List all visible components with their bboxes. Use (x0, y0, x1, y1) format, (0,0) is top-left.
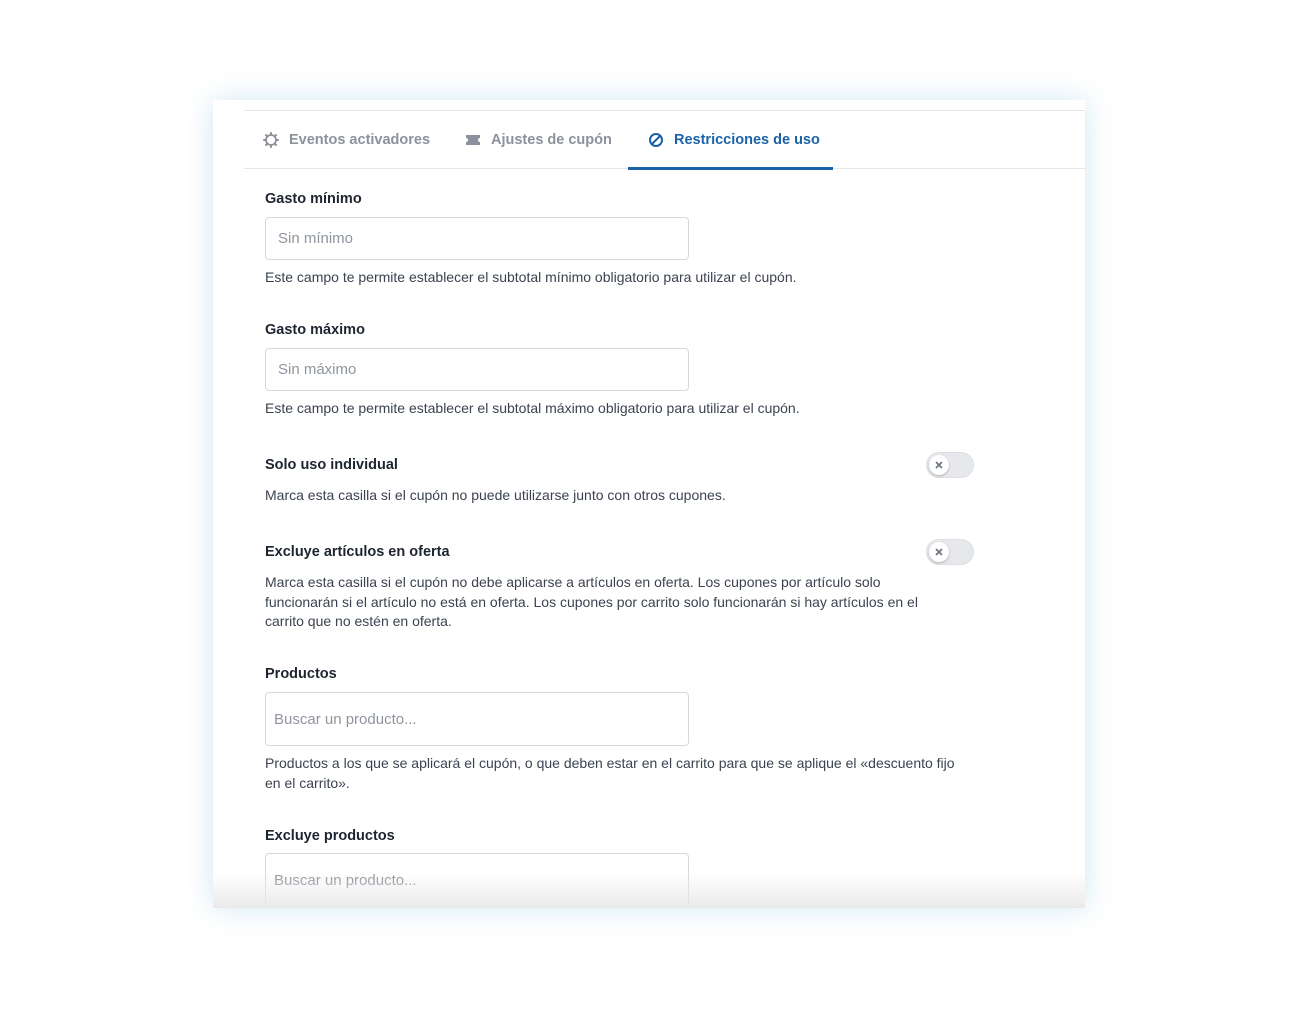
close-icon (934, 547, 944, 557)
min-spend-input[interactable] (265, 217, 689, 260)
toggle-knob (929, 542, 949, 562)
exclude-sale-label: Excluye artículos en oferta (265, 544, 450, 560)
max-spend-input[interactable] (265, 348, 689, 391)
tab-label: Restricciones de uso (674, 131, 820, 148)
min-spend-help: Este campo te permite establecer el subtotal mínimo obligatorio para utilizar el cupón. (265, 269, 797, 285)
ticket-icon (465, 132, 481, 148)
ban-icon (648, 132, 664, 148)
close-icon (934, 460, 944, 470)
toggle-knob (929, 455, 949, 475)
max-spend-help: Este campo te permite establecer el subtotal máximo obligatorio para utilizar el cupón. (265, 400, 800, 416)
gear-icon (263, 132, 279, 148)
tab-coupon-settings[interactable] (465, 111, 612, 168)
exclude-products-label: Excluye productos (265, 828, 395, 844)
max-spend-label: Gasto máximo (265, 322, 365, 338)
usage-restrictions-panel (213, 100, 1085, 908)
individual-use-label: Solo uso individual (265, 457, 398, 473)
products-search-input[interactable] (265, 692, 689, 746)
individual-use-toggle[interactable] (926, 452, 974, 478)
tab-usage-restrictions[interactable] (628, 111, 833, 168)
exclude-products-search-input[interactable] (265, 853, 689, 907)
exclude-sale-help: Marca esta casilla si el cupón no debe aplicarse a artículos en oferta. Los cupones por artículo solo funcionarán si el artículo no está en oferta. Los cupones por carrito solo funcionarán si hay artículos en el carrito que no estén en oferta. (265, 574, 918, 629)
tab-bar (244, 111, 1085, 169)
tab-label: Eventos activadores (289, 131, 431, 148)
tab-label: Ajustes de cupón (491, 131, 612, 148)
exclude-sale-toggle[interactable] (926, 539, 974, 565)
tab-trigger-events[interactable] (263, 111, 430, 168)
min-spend-label: Gasto mínimo (265, 191, 362, 207)
products-help: Productos a los que se aplicará el cupón, o que deben estar en el carrito para que se aplique el «descuento fijo en el carrito». (265, 755, 955, 791)
individual-use-help: Marca esta casilla si el cupón no puede utilizarse junto con otros cupones. (265, 487, 726, 503)
products-label: Productos (265, 666, 337, 682)
